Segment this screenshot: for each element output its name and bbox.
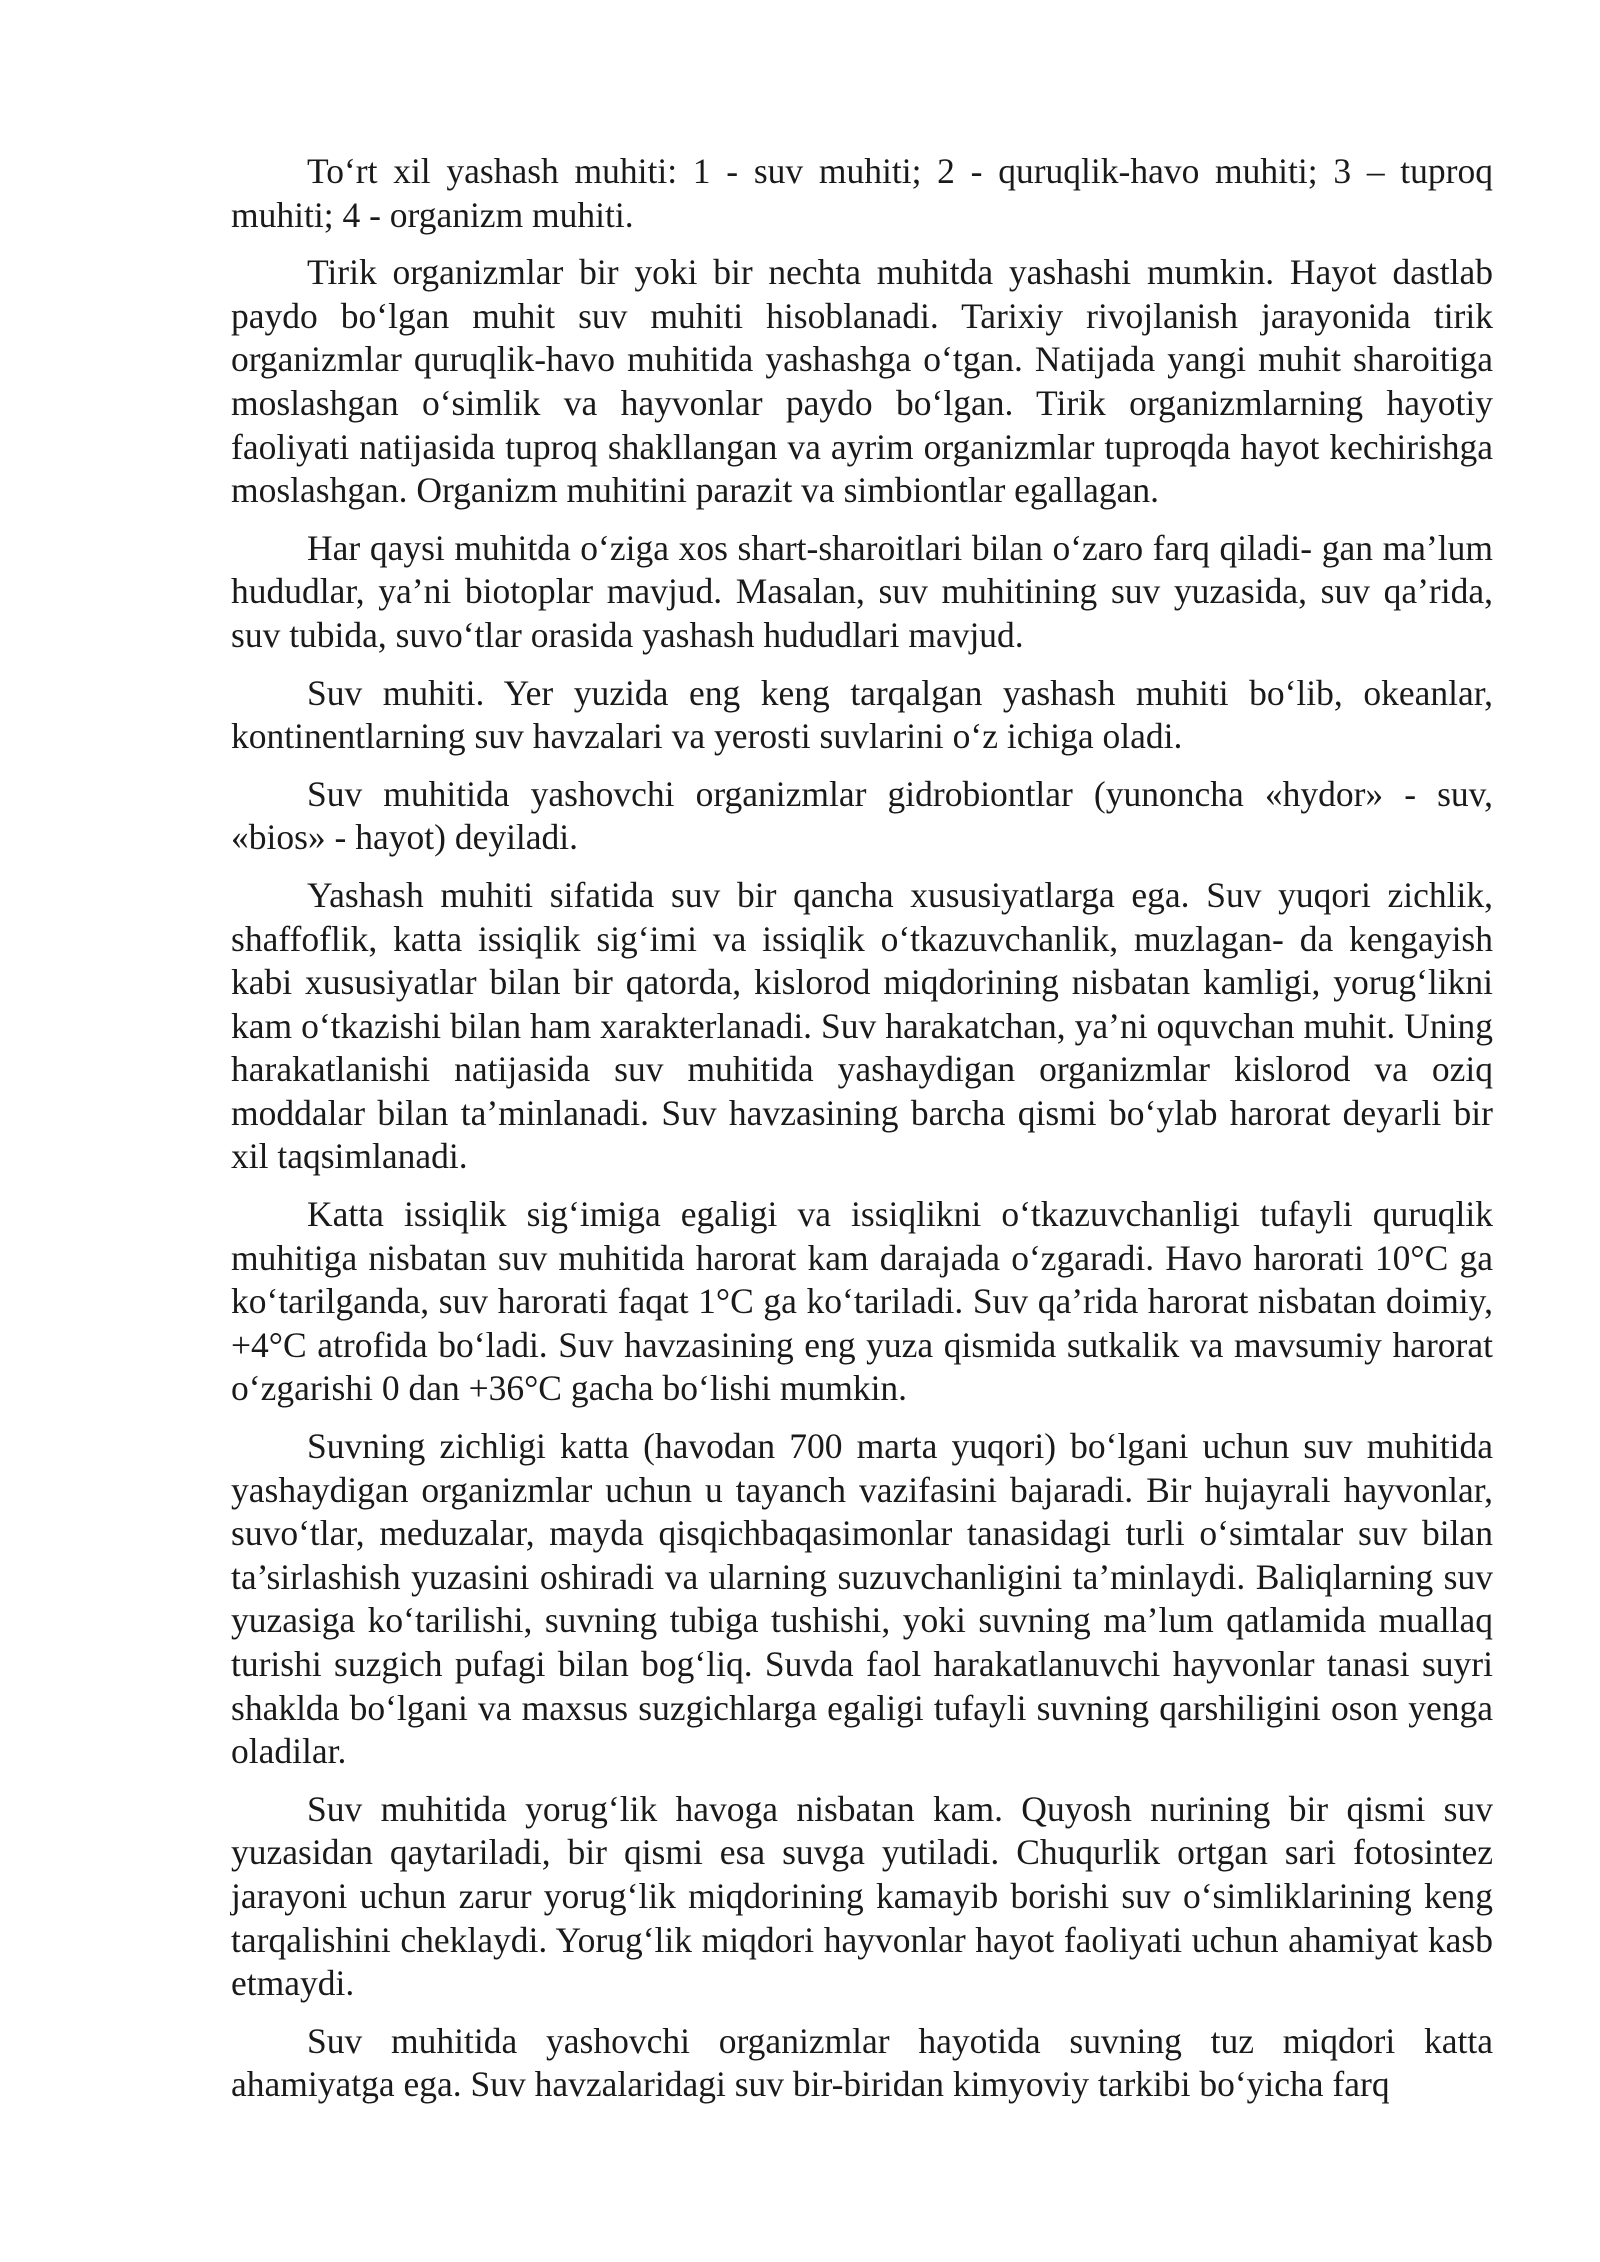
paragraph: Suvning zichligi katta (havodan 700 marta yuqori) bo‘lgani uchun suv muhitida yashaydigan organizmlar uchun u tayanch vazifasini bajaradi. Bir hujayrali hayvonlar, suvo‘tlar, meduzalar, mayda qisqichbaqasimonlar tanasidagi turli o‘simtalar suv bilan ta’sirlashish yuzasini oshiradi va ularning suzuvchanligini ta’minlaydi. Baliqlarning suv yuzasiga ko‘tarilishi, suvning tubiga tushishi, yoki suvning ma’lum qatlamida muallaq turishi suzgich pufagi bilan bog‘liq. Suvda faol harakatlanuvchi hayvonlar tanasi suyri shaklda bo‘lgani va maxsus suzgichlarga egaligi tufayli suvning qarshiligini oson yenga oladilar. [231,1426,1493,1772]
paragraph: Suv muhiti. Yer yuzida eng keng tarqalgan yashash muhiti bo‘lib, okeanlar, kontinentlarning suv havzalari va yerosti suvlarini o‘z ichiga oladi. [231,672,1493,757]
paragraph: Tirik organizmlar bir yoki bir nechta muhitda yashashi mumkin. Hayot dastlab paydo bo‘lgan muhit suv muhiti hisoblanadi. Tarixiy rivojlanish jarayonida tirik organizmlar quruqlik-havo muhitida yashashga o‘tgan. Natijada yangi muhit sharoitiga moslashgan o‘simlik va hayvonlar paydo bo‘lgan. Tirik organizmlarning hayotiy faoliyati natijasida tuproq shakllangan va ayrim organizmlar tuproqda hayot kechirishga moslashgan. Organizm muhitini parazit va simbiontlar egallagan. [231,252,1493,511]
paragraph: Yashash muhiti sifatida suv bir qancha xususiyatlarga ega. Suv yuqori zichlik, shaffoflik, katta issiqlik sig‘imi va issiqlik o‘tkazuvchanlik, muzlagan- da kengayish kabi xususiyatlar bilan bir qatorda, kislorod miqdorining nisbatan kamligi, yorug‘likni kam o‘tkazishi bilan ham xarakterlanadi. Suv harakatchan, ya’ni oquvchan muhit. Uning harakatlanishi natijasida suv muhitida yashaydigan organizmlar kislorod va oziq moddalar bilan ta’minlanadi. Suv havzasining barcha qismi bo‘ylab harorat deyarli bir xil taqsimlanadi. [231,874,1493,1177]
paragraph: Suv muhitida yashovchi organizmlar gidrobiontlar (yunoncha «hydor» - suv, «bios» - hayot) deyiladi. [231,773,1493,858]
paragraph: Katta issiqlik sig‘imiga egaligi va issiqlikni o‘tkazuvchanligi tufayli quruqlik muhitiga nisbatan suv muhitida harorat kam darajada o‘zgaradi. Havo harorati 10°C ga ko‘tarilganda, suv harorati faqat 1°C ga ko‘tariladi. Suv qa’rida harorat nisbatan doimiy, +4°C atrofida bo‘ladi. Suv havzasining eng yuza qismida sutkalik va mavsumiy harorat o‘zgarishi 0 dan +36°C gacha bo‘lishi mumkin. [231,1194,1493,1409]
body-text [231,150,1493,2107]
paragraph: To‘rt xil yashash muhiti: 1 - suv muhiti; 2 - quruqlik-havo muhiti; 3 – tuproq muhiti; 4 - organizm muhiti. [231,151,1493,235]
paragraph: Har qaysi muhitda o‘ziga xos shart-sharoitlari bilan o‘zaro farq qiladi- gan ma’lum hududlar, ya’ni biotoplar mavjud. Masalan, suv muhitining suv yuzasida, suv qa’rida, suv tubida, suvo‘tlar orasida yashash hududlari mavjud. [231,527,1493,655]
paragraph: Suv muhitida yorug‘lik havoga nisbatan kam. Quyosh nurining bir qismi suv yuzasidan qaytariladi, bir qismi esa suvga yutiladi. Chuqurlik ortgan sari fotosintez jarayoni uchun zarur yorug‘lik miqdorining kamayib borishi suv o‘simliklarining keng tarqalishini cheklaydi. Yorug‘lik miqdori hayvonlar hayot faoliyati uchun ahamiyat kasb etmaydi. [231,1788,1493,2004]
paragraph: Suv muhitida yashovchi organizmlar hayotida suvning tuz miqdori katta ahamiyatga ega. Suv havzalaridagi suv bir-biridan kimyoviy tarkibi bo‘yicha farq [231,2020,1493,2105]
